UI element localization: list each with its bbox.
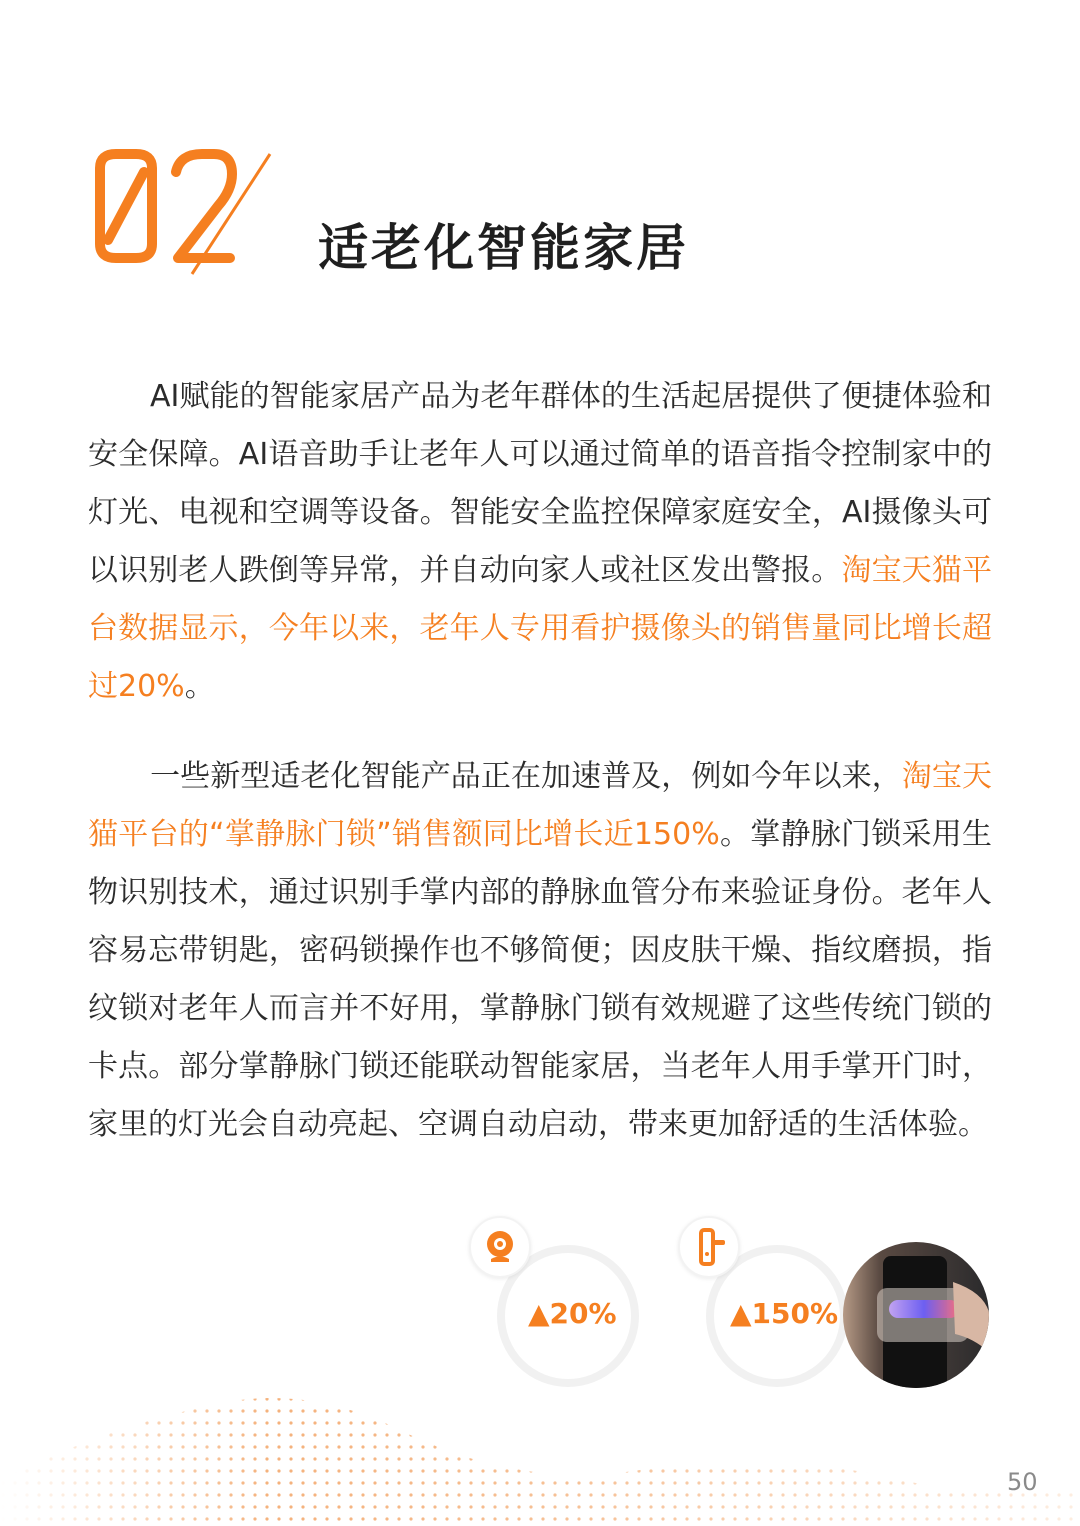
door-lock-icon: [680, 1218, 738, 1276]
paragraph-1-text: AI赋能的智能家居产品为老年群体的生活起居提供了便捷体验和安全保障。AI语音助手让老年人可以通过简单的语音指令控制家中的灯光、电视和空调等设备。智能安全监控保障家庭安全，AI摄像头可以识别老人跌倒等异常，并自动向家人或社区发出警报。: [88, 379, 992, 588]
section-number: [80, 140, 280, 280]
camera-icon-badge: [469, 1216, 531, 1278]
paragraph-2-highlight: 淘宝天猫平台的“掌静脉门锁”销售额同比增长近150%: [88, 759, 993, 852]
page-number: 50: [1007, 1468, 1038, 1496]
stat-value-2: ▲150%: [730, 1297, 839, 1330]
paragraph-2-text: 。掌静脉门锁采用生物识别技术，通过识别手掌内部的静脉血管分布来验证身份。老年人容易忘带钥匙，密码锁操作也不够简便；因皮肤干燥、指纹磨损，指纹锁对老年人而言并不好用，掌静脉门锁有效规避了这些传统门锁的卡点。部分掌静脉门锁还能联动智能家居，当老年人用手掌开门时，家里的灯光会自动亮起、空调自动启动，带来更加舒适的生活体验。: [88, 817, 992, 1142]
paragraph-1-tail: 。: [184, 669, 215, 704]
camera-icon: [471, 1218, 529, 1276]
door-lock-icon-badge: [678, 1216, 740, 1278]
section-title: 适老化智能家居: [318, 219, 689, 277]
paragraph-1-highlight: 淘宝天猫平台数据显示，今年以来，老年人专用看护摄像头的销售量同比增长超过20%: [88, 553, 993, 704]
paragraph-2-lead: 一些新型适老化智能产品正在加速普及，例如今年以来，: [150, 759, 902, 794]
paragraph-2: [88, 748, 992, 1154]
stat-value-1: ▲20%: [528, 1297, 617, 1330]
dotted-wave-decoration: [0, 1360, 1080, 1526]
paragraph-1: [88, 368, 992, 716]
